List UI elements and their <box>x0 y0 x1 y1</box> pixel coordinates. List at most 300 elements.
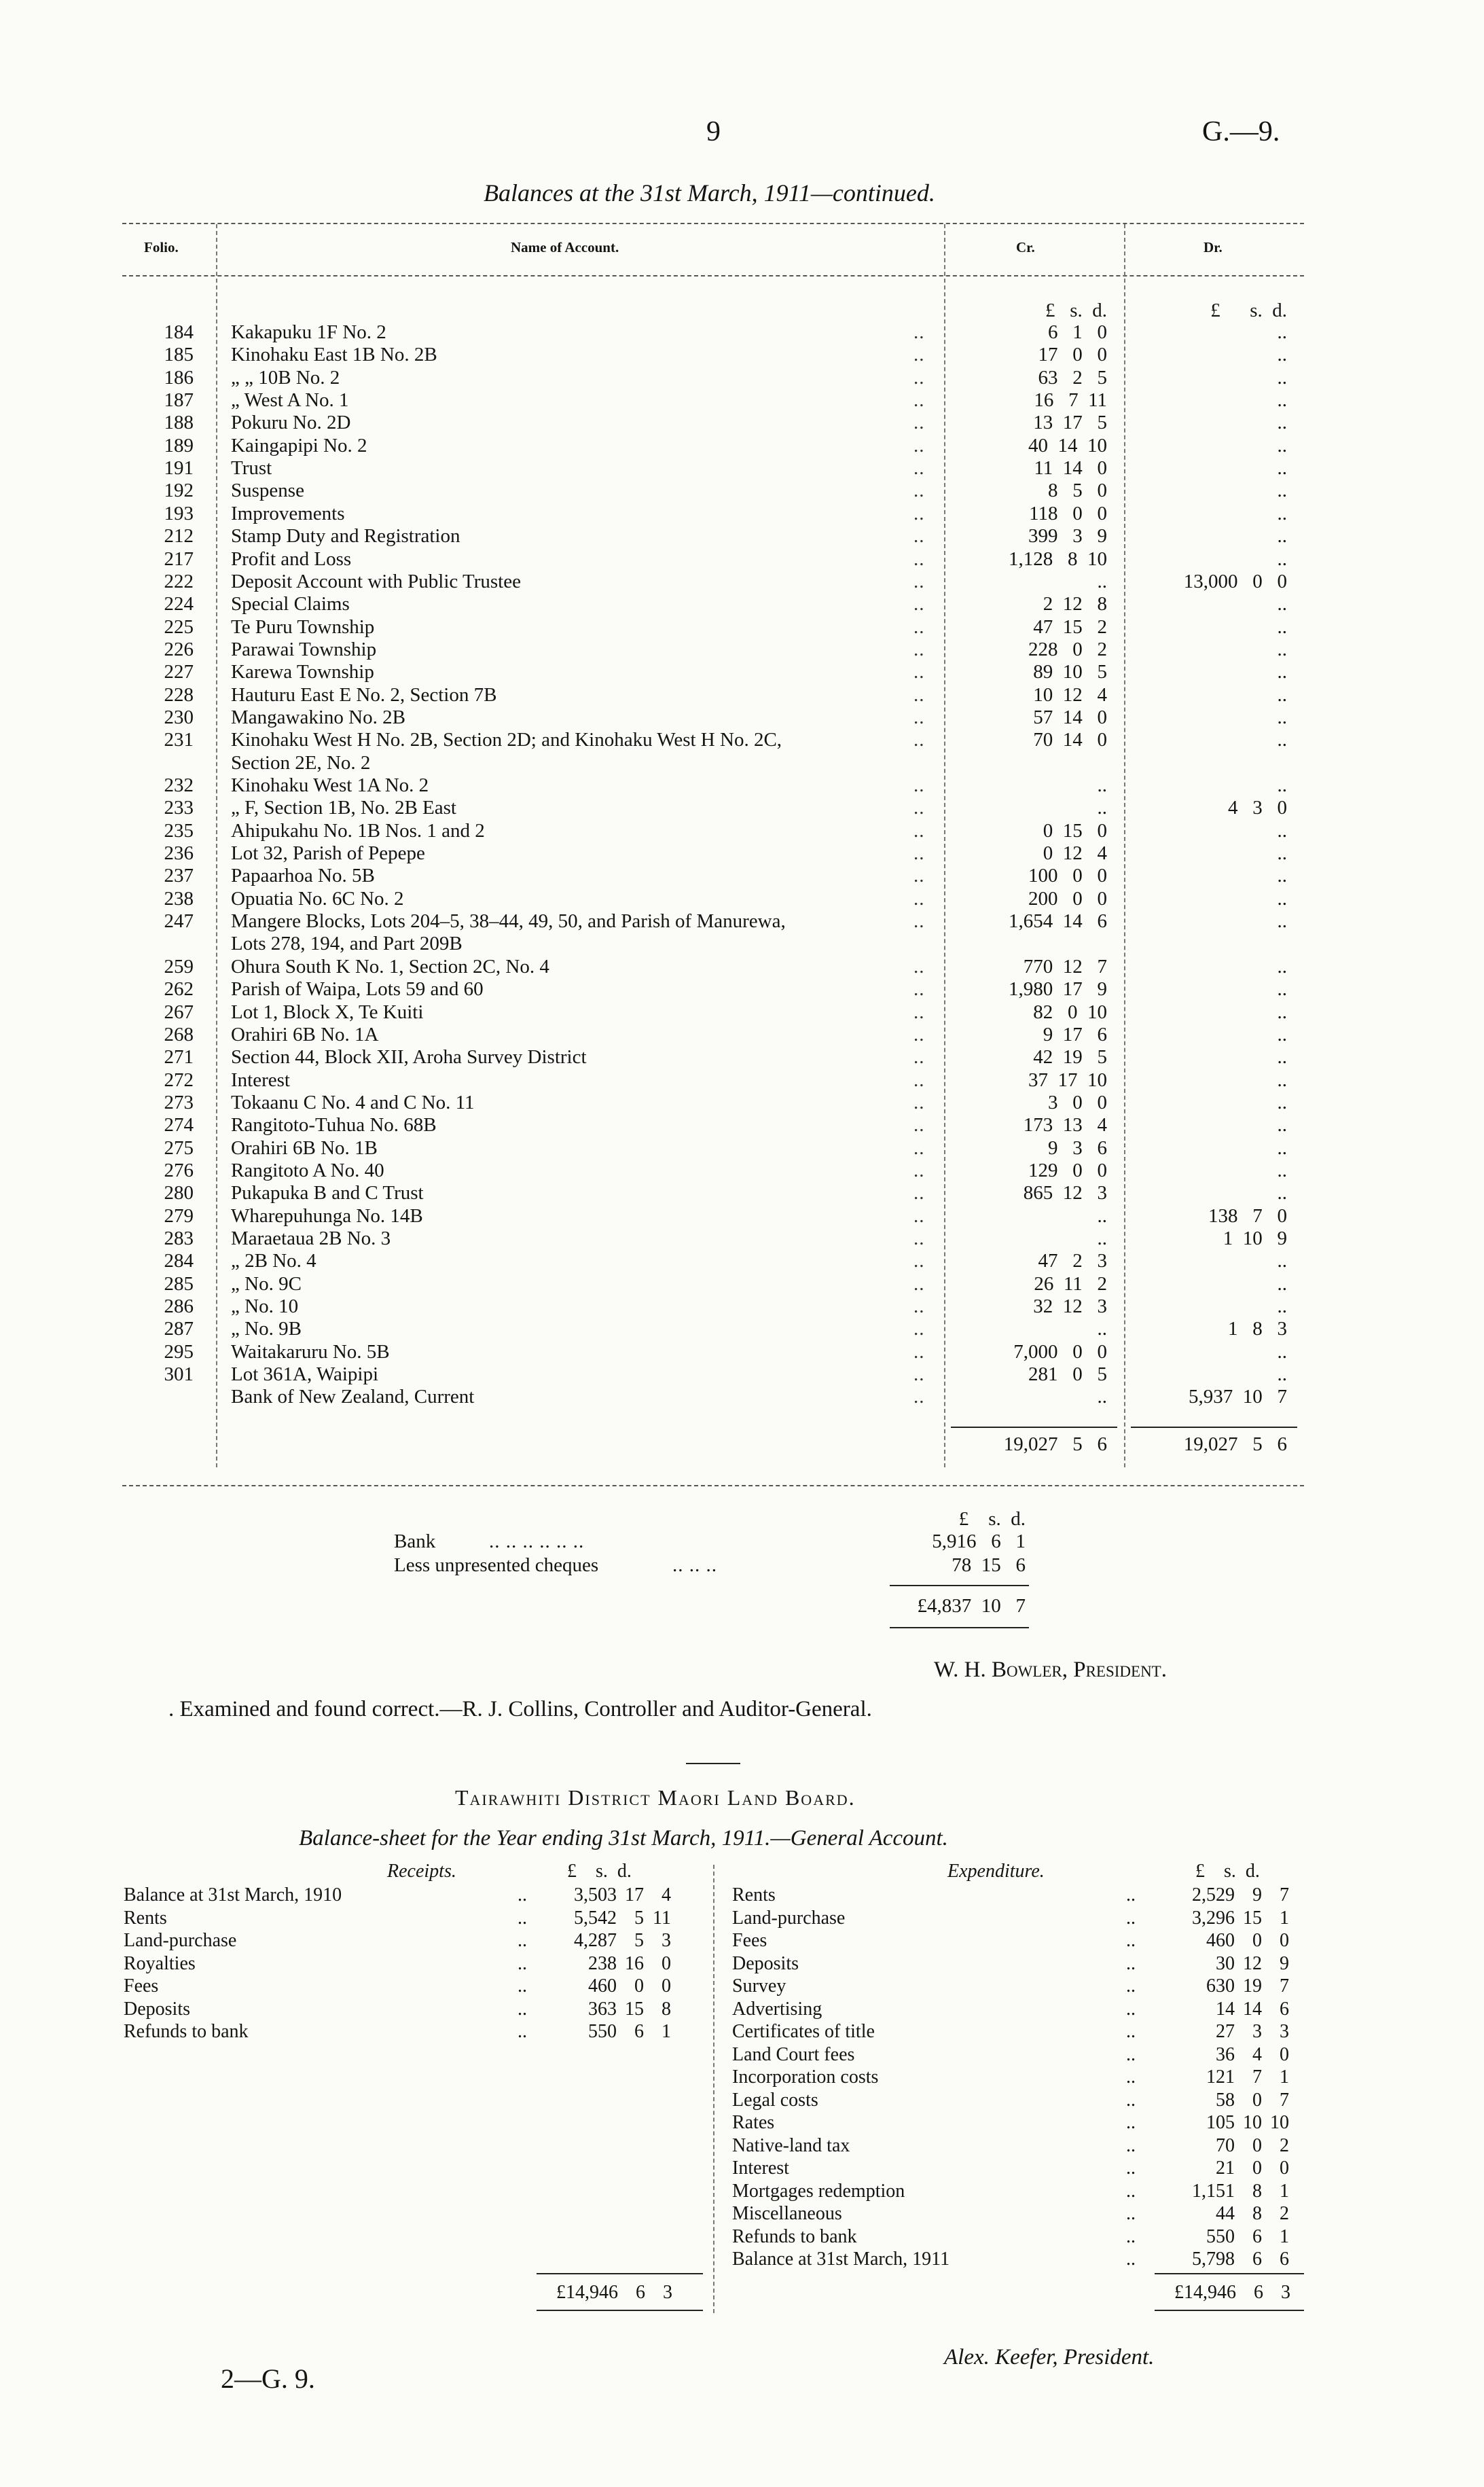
row-folio: 186 <box>164 366 194 389</box>
expenditure-total-rule <box>1155 2273 1304 2274</box>
expenditure-line <box>732 2134 1318 2157</box>
expenditure-line-amount-part: 12 <box>1243 1952 1262 1974</box>
balance-sheet-divider <box>713 1865 714 2313</box>
row-account-name: Interest <box>231 1069 290 1091</box>
row-leader-dots: .. <box>913 366 925 389</box>
receipt-line-amount-part: 3 <box>662 1930 671 1951</box>
expenditure-line <box>732 1998 1318 2020</box>
row-leader-dots: .. <box>913 480 925 502</box>
expenditure-line-amount-part: 5,798 <box>1192 2249 1235 2270</box>
row-leader-dots: .. <box>913 1340 925 1363</box>
row-folio: 235 <box>164 819 194 842</box>
receipt-line-amount-part: 5 <box>634 1930 644 1951</box>
expenditure-line-amount-part: 14 <box>1216 1998 1235 2020</box>
row-dr-amount: .. <box>1277 683 1287 706</box>
receipt-line-dots: .. <box>518 1907 527 1929</box>
expenditure-line-amount-part: 0 <box>1280 2158 1289 2179</box>
row-leader-dots: .. <box>913 525 925 548</box>
row-dr-amount: .. <box>1277 638 1287 660</box>
expenditure-header: Expenditure. <box>947 1861 1045 1882</box>
receipts-money-header: £ s. d. <box>567 1861 632 1882</box>
footer-code: 2—G. 9. <box>221 2363 315 2394</box>
expenditure-line-amount-part: 36 <box>1216 2043 1235 2065</box>
receipt-line-label: Balance at 31st March, 1910 <box>124 1884 342 1905</box>
row-folio: 284 <box>164 1250 194 1272</box>
expenditure-line <box>732 2225 1318 2248</box>
expenditure-line-dots: .. <box>1126 2043 1136 2065</box>
row-leader-dots: .. <box>913 502 925 524</box>
receipt-line-amount-part: 8 <box>662 1998 671 2020</box>
table-row <box>0 1228 1484 1250</box>
row-dr-amount: .. <box>1277 615 1287 638</box>
row-account-name: Section 44, Block XII, Aroha Survey District <box>231 1046 587 1069</box>
expenditure-line-label: Advertising <box>732 1998 822 2020</box>
receipt-line-label: Refunds to bank <box>124 2021 249 2042</box>
expenditure-line-amount-part: 9 <box>1280 1952 1289 1974</box>
table-row <box>0 389 1484 412</box>
row-account-name: Orahiri 6B No. 1B <box>231 1137 378 1159</box>
expenditure-line-amount <box>1175 2134 1289 2157</box>
row-cr-amount: 40 14 10 <box>1028 434 1107 457</box>
receipt-line-amount-part: 460 <box>588 1975 617 1997</box>
row-dr-amount: .. <box>1277 1182 1287 1204</box>
expenditure-line-amount-part: 0 <box>1252 1930 1262 1951</box>
receipt-line <box>124 1884 700 1906</box>
signature-keefer: Alex. Keefer, President. <box>944 2345 1155 2369</box>
row-cr-amount: 47 15 2 <box>1033 615 1107 638</box>
row-folio: 247 <box>164 910 194 933</box>
row-cr-amount: .. <box>1097 1204 1107 1227</box>
expenditure-line-amount-part: 10 <box>1270 2112 1289 2133</box>
row-folio: 230 <box>164 706 194 728</box>
expenditure-line-dots: .. <box>1126 1998 1136 2020</box>
expenditure-line-amount-part: 7 <box>1280 2089 1289 2111</box>
row-cr-amount: 82 0 10 <box>1033 1001 1107 1023</box>
row-account-name: Deposit Account with Public Trustee <box>231 570 521 592</box>
expenditure-line-amount-part: 1 <box>1280 2225 1289 2247</box>
table-row <box>0 412 1484 434</box>
expenditure-line-label: Deposits <box>732 1952 799 1974</box>
row-account-name: Improvements <box>231 502 345 524</box>
row-folio: 272 <box>164 1069 194 1091</box>
expenditure-line <box>732 1952 1318 1975</box>
row-dr-amount: .. <box>1277 887 1287 910</box>
row-folio: 274 <box>164 1114 194 1137</box>
receipt-line-amount <box>557 1975 671 1997</box>
expenditure-line-amount-part: 1,151 <box>1192 2180 1235 2202</box>
expenditure-line-amount-part: 10 <box>1243 2112 1262 2133</box>
expenditure-line-amount-part: 7 <box>1280 1975 1289 1997</box>
row-account-name: Pokuru No. 2D <box>231 412 351 434</box>
expenditure-line-label: Balance at 31st March, 1911 <box>732 2249 950 2270</box>
row-leader-dots: .. <box>913 389 925 412</box>
expenditure-line-label: Land Court fees <box>732 2043 855 2065</box>
receipt-line-dots: .. <box>518 1998 527 2020</box>
row-leader-dots: .. <box>913 593 925 615</box>
receipts-total <box>537 2281 672 2304</box>
receipt-line-label: Fees <box>124 1975 159 1997</box>
row-folio: 283 <box>164 1228 194 1249</box>
row-cr-amount: 9 3 6 <box>1048 1137 1107 1159</box>
table-row <box>0 435 1484 457</box>
table-row <box>0 842 1484 865</box>
bank-money-header: £ s. d. <box>958 1508 1026 1530</box>
bank-total-rule <box>890 1585 1029 1586</box>
expenditure-line-dots: .. <box>1126 2225 1136 2247</box>
expenditure-line-amount-part: 6 <box>1252 2225 1262 2247</box>
row-account-name: Kinohaku West H No. 2B, Section 2D; and Kinohaku West H No. 2C, <box>231 729 782 751</box>
expenditure-line-amount-part: 0 <box>1252 2158 1262 2179</box>
row-cr-amount: 228 0 2 <box>1028 638 1107 660</box>
row-cr-amount: 42 19 5 <box>1033 1046 1107 1069</box>
table-row <box>0 1069 1484 1092</box>
row-cr-amount: .. <box>1097 1228 1107 1249</box>
table-row <box>0 1001 1484 1024</box>
expenditure-line-amount-part: 1 <box>1280 2066 1289 2088</box>
expenditure-line-dots: .. <box>1126 1907 1136 1929</box>
expenditure-total-double-rule <box>1155 2310 1304 2311</box>
expenditure-line-amount <box>1175 1975 1289 1997</box>
expenditure-line-dots: .. <box>1126 1952 1136 1974</box>
expenditure-line-amount-part: 1 <box>1280 1907 1289 1929</box>
expenditure-line-amount <box>1175 1929 1289 1952</box>
receipt-line-dots: .. <box>518 1930 527 1951</box>
expenditure-line-label: Survey <box>732 1975 786 1997</box>
row-account-name: Stamp Duty and Registration <box>231 525 460 548</box>
row-dr-amount: 1 8 3 <box>1228 1318 1287 1340</box>
tairawhiti-heading: Tairawhiti District Maori Land Board. <box>455 1785 856 1810</box>
table-row <box>0 616 1484 639</box>
expenditure-line-amount <box>1175 2066 1289 2088</box>
row-account-name: Tokaanu C No. 4 and C No. 11 <box>231 1091 475 1113</box>
row-cr-amount: 63 2 5 <box>1038 366 1107 389</box>
row-cr-amount: 89 10 5 <box>1033 661 1107 683</box>
row-account-name: Maraetaua 2B No. 3 <box>231 1228 391 1249</box>
expenditure-line-amount-part: 550 <box>1206 2225 1235 2247</box>
row-account-name: „ F, Section 1B, No. 2B East <box>231 797 456 819</box>
row-leader-dots: .. <box>913 955 925 978</box>
row-folio: 233 <box>164 797 194 819</box>
receipt-line-amount-part: 0 <box>662 1952 671 1974</box>
receipt-line-amount <box>557 1952 671 1975</box>
column-name: Name of Account. <box>511 239 619 255</box>
row-folio: 279 <box>164 1204 194 1227</box>
cr-currency-header: £ s. d. <box>1045 300 1107 321</box>
expenditure-line-label: Refunds to bank <box>732 2225 857 2247</box>
expenditure-line <box>732 1975 1318 1997</box>
bank-total-double-rule <box>890 1627 1029 1628</box>
row-dr-amount: .. <box>1277 1363 1287 1386</box>
expenditure-line-amount-part: 7 <box>1280 1884 1289 1905</box>
receipts-total-pounds: £14,946 <box>556 2282 618 2303</box>
row-folio: 237 <box>164 865 194 887</box>
row-dr-amount: 4 3 0 <box>1228 797 1287 819</box>
table-row <box>0 1046 1484 1069</box>
row-cr-amount: 770 12 7 <box>1023 955 1107 978</box>
row-folio: 191 <box>164 457 194 480</box>
expenditure-line-dots: .. <box>1126 2158 1136 2179</box>
row-cr-amount: 70 14 0 <box>1033 729 1107 751</box>
row-folio: 225 <box>164 615 194 638</box>
row-cr-amount: 118 0 0 <box>1029 502 1107 524</box>
expenditure-line-amount-part: 21 <box>1216 2158 1235 2179</box>
row-dr-amount: 13,000 0 0 <box>1183 570 1287 592</box>
expenditure-line-label: Rents <box>732 1884 776 1905</box>
table-row <box>0 661 1484 683</box>
expenditure-line-amount-part: 6 <box>1252 2249 1262 2270</box>
row-folio: 217 <box>164 548 194 570</box>
receipt-line-dots: .. <box>518 1975 527 1997</box>
document-code: G.—9. <box>1202 116 1280 147</box>
receipt-line-dots: .. <box>518 1884 527 1905</box>
row-leader-dots: .. <box>913 842 925 865</box>
row-account-name: Pukapuka B and C Trust <box>231 1182 424 1204</box>
table-row <box>0 888 1484 910</box>
expenditure-line <box>732 2111 1318 2134</box>
row-account-name: Rangitoto A No. 40 <box>231 1159 384 1181</box>
row-account-name: „ No. 10 <box>231 1295 299 1318</box>
receipt-line <box>124 2020 700 2043</box>
row-folio: 193 <box>164 502 194 524</box>
receipt-line-amount-part: 0 <box>662 1975 671 1997</box>
expenditure-line-amount-part: 0 <box>1252 2134 1262 2156</box>
row-cr-amount: 129 0 0 <box>1028 1159 1107 1181</box>
expenditure-line-amount <box>1175 2225 1289 2248</box>
expenditure-line-amount-part: 8 <box>1252 2203 1262 2224</box>
table-row <box>0 1295 1484 1318</box>
expenditure-total-pounds: £14,946 <box>1174 2282 1236 2303</box>
row-cr-amount: 13 17 5 <box>1033 412 1107 434</box>
row-account-name: Lot 32, Parish of Pepepe <box>231 842 425 865</box>
expenditure-line-amount-part: 44 <box>1216 2203 1235 2224</box>
table-bottom-rule <box>122 1485 1304 1486</box>
row-account-name: „ No. 9C <box>231 1272 302 1295</box>
row-account-name: „ „ 10B No. 2 <box>231 366 340 389</box>
row-leader-dots: .. <box>913 797 925 819</box>
receipt-line-amount-part: 17 <box>625 1884 644 1905</box>
expenditure-line-amount-part: 3,296 <box>1192 1907 1235 1929</box>
row-leader-dots: .. <box>913 321 925 343</box>
row-folio: 236 <box>164 842 194 865</box>
receipt-line-amount <box>557 1998 671 2020</box>
row-account-name: Waitakaruru No. 5B <box>231 1340 390 1363</box>
row-leader-dots: .. <box>913 1386 925 1408</box>
expenditure-line-amount <box>1175 2202 1289 2225</box>
row-cr-amount: .. <box>1097 1318 1107 1340</box>
expenditure-line-dots: .. <box>1126 2089 1136 2111</box>
expenditure-line <box>732 2089 1318 2111</box>
row-leader-dots: .. <box>913 1114 925 1137</box>
unpresented-amount: 78 15 6 <box>952 1554 1026 1576</box>
tairawhiti-subheading: Balance-sheet for the Year ending 31st March, 1911.—General Account. <box>299 1826 948 1850</box>
table-row <box>0 1160 1484 1182</box>
row-leader-dots: .. <box>913 1182 925 1204</box>
expenditure-line-amount-part: 630 <box>1206 1975 1235 1997</box>
expenditure-line-dots: .. <box>1126 2203 1136 2224</box>
expenditure-line-amount-part: 2,529 <box>1192 1884 1235 1905</box>
expenditure-line-amount-part: 1 <box>1280 2180 1289 2202</box>
row-folio: 295 <box>164 1340 194 1363</box>
expenditure-line <box>732 2066 1318 2088</box>
row-account-name: Papaarhoa No. 5B <box>231 865 375 887</box>
expenditure-line-amount-part: 3 <box>1252 2021 1262 2042</box>
row-leader-dots: .. <box>913 1001 925 1023</box>
row-account-name: Lot 1, Block X, Te Kuiti <box>231 1001 424 1023</box>
row-account-name: Kinohaku West 1A No. 2 <box>231 774 429 796</box>
expenditure-line-amount-part: 30 <box>1216 1952 1235 1974</box>
expenditure-line-label: Land-purchase <box>732 1907 846 1929</box>
table-row <box>0 1250 1484 1272</box>
table-row <box>0 344 1484 366</box>
expenditure-line-amount-part: 460 <box>1206 1930 1235 1951</box>
bank-label: Bank <box>394 1531 436 1552</box>
row-cr-amount: 8 5 0 <box>1048 480 1107 502</box>
row-account-name: Lot 361A, Waipipi <box>231 1363 379 1386</box>
expenditure-line-label: Incorporation costs <box>732 2066 879 2088</box>
receipt-line-amount-part: 238 <box>588 1952 617 1974</box>
expenditure-line-amount <box>1175 2157 1289 2179</box>
row-dr-amount: .. <box>1277 548 1287 570</box>
row-folio: 187 <box>164 389 194 412</box>
receipt-line-amount-part: 4 <box>662 1884 671 1905</box>
table-row <box>0 910 1484 933</box>
receipt-line <box>124 1952 700 1975</box>
row-leader-dots: .. <box>913 819 925 842</box>
expenditure-line-amount <box>1175 2043 1289 2066</box>
row-leader-dots: .. <box>913 1250 925 1272</box>
receipt-line <box>124 1975 700 1997</box>
receipt-line-amount <box>557 2020 671 2043</box>
receipts-header: Receipts. <box>387 1861 456 1882</box>
table-row <box>0 525 1484 548</box>
receipt-line-amount <box>557 1884 671 1906</box>
table-row <box>0 820 1484 842</box>
expenditure-line-amount-part: 15 <box>1243 1907 1262 1929</box>
table-row <box>0 548 1484 571</box>
expenditure-line-amount-part: 58 <box>1216 2089 1235 2111</box>
expenditure-line <box>732 2043 1318 2066</box>
row-account-name: Wharepuhunga No. 14B <box>231 1204 423 1227</box>
receipt-line-dots: .. <box>518 1952 527 1974</box>
row-account-name: Mangawakino No. 2B <box>231 706 405 728</box>
expenditure-line-amount-part: 9 <box>1252 1884 1262 1905</box>
row-dr-amount: .. <box>1277 1272 1287 1295</box>
expenditure-line-label: Interest <box>732 2158 789 2179</box>
currency-header-row <box>0 300 1484 322</box>
receipts-total-pence: 3 <box>663 2282 672 2303</box>
row-leader-dots: .. <box>913 1318 925 1340</box>
row-dr-amount: .. <box>1277 774 1287 796</box>
expenditure-line-amount-part: 121 <box>1206 2066 1235 2088</box>
row-leader-dots: .. <box>913 910 925 933</box>
receipt-line-label: Rents <box>124 1907 167 1929</box>
row-cr-amount: 200 0 0 <box>1028 887 1107 910</box>
expenditure-line-dots: .. <box>1126 2134 1136 2156</box>
row-folio: 227 <box>164 661 194 683</box>
table-row <box>0 1092 1484 1114</box>
expenditure-line-amount-part: 6 <box>1280 2249 1289 2270</box>
row-leader-dots: .. <box>913 706 925 728</box>
row-dr-amount: .. <box>1277 1069 1287 1091</box>
row-leader-dots: .. <box>913 638 925 660</box>
expenditure-line-label: Native-land tax <box>732 2134 850 2156</box>
table-row <box>0 1386 1484 1408</box>
row-dr-amount: .. <box>1277 1114 1287 1137</box>
row-leader-dots: .. <box>913 1091 925 1113</box>
row-dr-amount: .. <box>1277 457 1287 480</box>
table-row <box>0 1114 1484 1137</box>
expenditure-line-amount <box>1175 2089 1289 2111</box>
expenditure-line-amount-part: 19 <box>1243 1975 1262 1997</box>
expenditure-line-amount <box>1175 1884 1289 1906</box>
row-cr-amount: 11 14 0 <box>1034 457 1107 480</box>
row-account-name: Suspense <box>231 480 304 502</box>
expenditure-line-amount-part: 0 <box>1252 2089 1262 2111</box>
row-account-name: Kinohaku East 1B No. 2B <box>231 344 437 366</box>
row-cr-amount: 100 0 0 <box>1028 865 1107 887</box>
row-leader-dots: .. <box>913 1204 925 1227</box>
table-header-rule <box>122 275 1304 276</box>
row-dr-amount: .. <box>1277 525 1287 548</box>
expenditure-line-amount <box>1175 1907 1289 1929</box>
receipt-line <box>124 1929 700 1952</box>
table-row <box>0 1363 1484 1386</box>
row-leader-dots: .. <box>913 548 925 570</box>
row-dr-amount: .. <box>1277 819 1287 842</box>
row-leader-dots: .. <box>913 1363 925 1386</box>
row-dr-amount: .. <box>1277 434 1287 457</box>
row-leader-dots: .. <box>913 1137 925 1159</box>
receipt-line-amount <box>557 1907 671 1929</box>
table-row <box>0 367 1484 389</box>
row-folio: 189 <box>164 434 194 457</box>
table-row <box>0 774 1484 797</box>
page-number: 9 <box>706 116 721 147</box>
row-leader-dots: .. <box>913 1046 925 1069</box>
table-top-rule <box>122 223 1304 224</box>
table-row <box>0 797 1484 819</box>
row-cr-amount: 26 11 2 <box>1034 1272 1107 1295</box>
row-dr-amount: .. <box>1277 412 1287 434</box>
expenditure-line-label: Fees <box>732 1930 767 1951</box>
expenditure-line-amount <box>1175 2180 1289 2202</box>
row-cr-amount: .. <box>1097 797 1107 819</box>
row-dr-amount: .. <box>1277 661 1287 683</box>
cr-total: 19,027 5 6 <box>1003 1433 1107 1455</box>
row-folio: 231 <box>164 729 194 751</box>
row-folio: 184 <box>164 321 194 343</box>
row-account-name: Lots 278, 194, and Part 209B <box>231 933 463 955</box>
row-cr-amount: .. <box>1097 570 1107 592</box>
receipts-total-double-rule <box>537 2310 703 2311</box>
row-cr-amount: .. <box>1097 774 1107 796</box>
table-row <box>0 752 1484 774</box>
row-account-name: Orahiri 6B No. 1A <box>231 1023 379 1045</box>
table-row <box>0 639 1484 661</box>
row-leader-dots: .. <box>913 457 925 480</box>
expenditure-line-label: Mortgages redemption <box>732 2180 905 2202</box>
row-dr-amount: .. <box>1277 593 1287 615</box>
expenditure-line-label: Rates <box>732 2112 775 2133</box>
signature-bowler: W. H. Bowler, President. <box>934 1658 1167 1682</box>
row-folio: 188 <box>164 412 194 434</box>
row-cr-amount: 1,980 17 9 <box>1009 978 1107 1001</box>
row-dr-amount: .. <box>1277 910 1287 933</box>
row-cr-amount: .. <box>1097 1386 1107 1408</box>
receipt-line <box>124 1998 700 2020</box>
row-folio: 268 <box>164 1023 194 1045</box>
row-cr-amount: 281 0 5 <box>1028 1363 1107 1386</box>
